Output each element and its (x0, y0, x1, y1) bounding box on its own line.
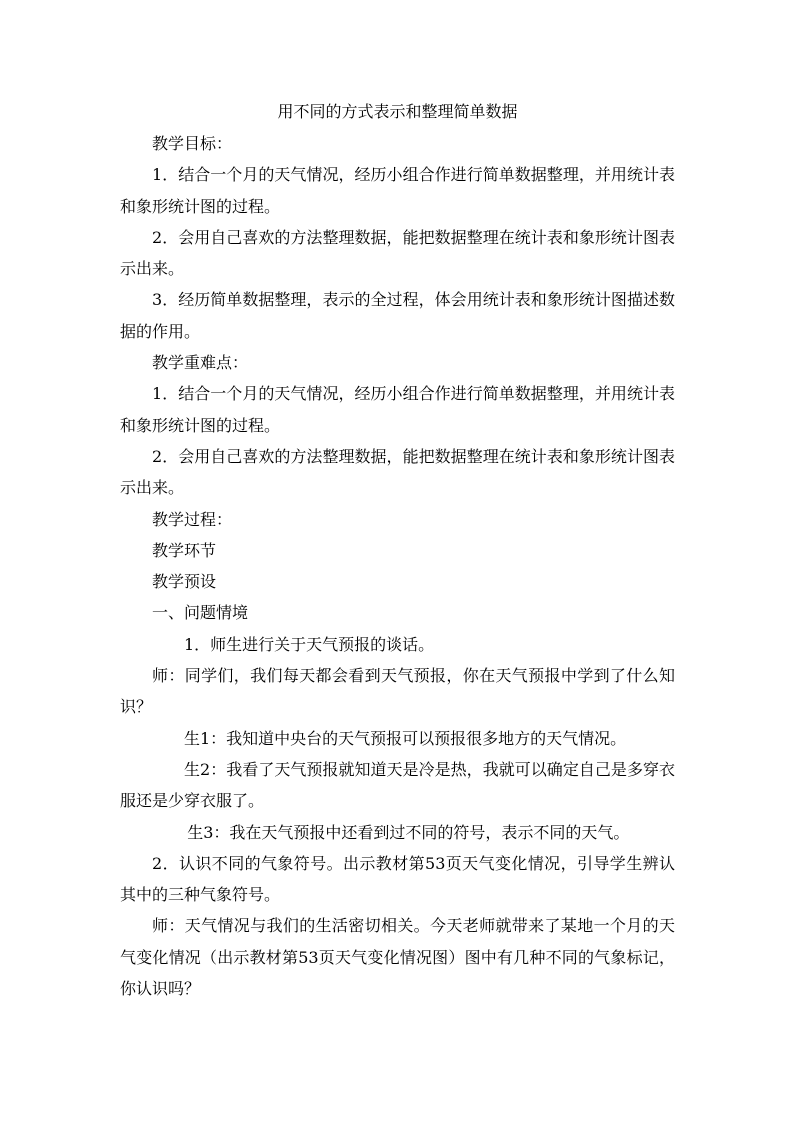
subsection-heading-problem: 一、问题情境 (152, 603, 249, 623)
section-heading-process: 教学过程： (152, 509, 233, 529)
process-label-plan: 教学预设 (152, 572, 217, 592)
section-heading-objectives: 教学目标： (152, 134, 233, 153)
document-body (120, 98, 675, 1004)
key-point-item-1: 1．结合一个月的天气情况，经历小组合作进行简单数据整理，并用统计表和象形统计图的过程。 (120, 384, 675, 435)
student-dialogue-1: 生1：我知道中央台的天气预报可以预报很多地方的天气情况。 (184, 728, 627, 748)
process-label-stage: 教学环节 (152, 540, 217, 560)
key-point-item-2: 2．会用自己喜欢的方法整理数据，能把数据整理在统计表和象形统计图表示出来。 (120, 446, 675, 498)
student-dialogue-3: 生3：我在天气预报中还看到过不同的符号，表示不同的天气。 (187, 822, 630, 842)
step-item-1: 1．师生进行关于天气预报的谈话。 (184, 634, 435, 654)
objective-item-1: 1．结合一个月的天气情况，经历小组合作进行简单数据整理，并用统计表和象形统计图的过程。 (120, 165, 675, 216)
student-dialogue-2: 生2：我看了天气预报就知道天是冷是热，我就可以确定自己是多穿衣服还是少穿衣服了。 (120, 759, 675, 811)
objective-item-3: 3．经历简单数据整理，表示的全过程，体会用统计表和象形统计图描述数据的作用。 (120, 290, 675, 341)
section-heading-key-points: 教学重难点： (152, 353, 249, 373)
document-title: 用不同的方式表示和整理简单数据 (277, 102, 518, 121)
step-item-2: 2．认识不同的气象符号。出示教材第53页天气变化情况，引导学生辨认其中的三种气象符号。 (120, 853, 675, 905)
objective-item-2: 2．会用自己喜欢的方法整理数据，能把数据整理在统计表和象形统计图表示出来。 (120, 227, 675, 279)
teacher-dialogue-1: 师：同学们，我们每天都会看到天气预报，你在天气预报中学到了什么知识？ (120, 666, 675, 717)
teacher-dialogue-2: 师：天气情况与我们的生活密切相关。今天老师就带来了某地一个月的天气变化情况（出示教材第53页天气变化情况图）图中有几种不同的气象标记，你认识吗？ (120, 916, 675, 999)
